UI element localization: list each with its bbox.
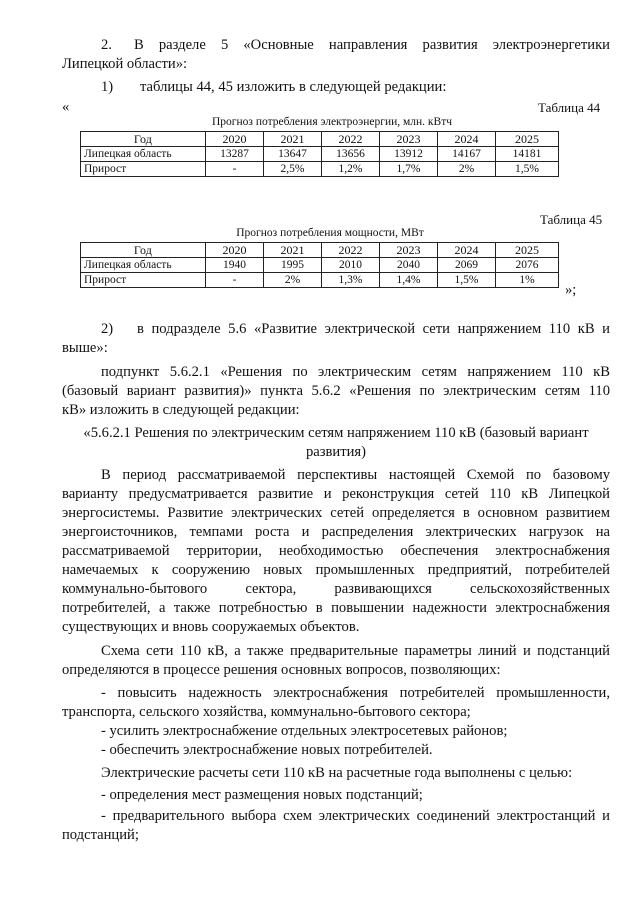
header-cell: 2023 xyxy=(380,132,438,147)
table-row xyxy=(81,258,559,273)
table-cell: 2% xyxy=(264,273,322,288)
item-text-line-2: Липецкой области»: xyxy=(62,56,188,72)
header-cell: 2021 xyxy=(264,132,322,147)
table-45-label: Таблица 45 xyxy=(540,212,603,227)
table-cell: 1995 xyxy=(264,258,322,273)
section-heading-line-2: развития) xyxy=(306,444,366,460)
table-row xyxy=(81,162,559,177)
paragraph-line: Схема сети 110 кВ, а также предварительные параметры линий и подстанций xyxy=(101,643,610,659)
header-cell: 2025 xyxy=(496,132,559,147)
table-cell: - xyxy=(206,162,264,177)
table-cell: 1,3% xyxy=(322,273,380,288)
subpoint-line-1: подпункт 5.6.2.1 «Решения по электрическим сетям напряжением 110 кВ xyxy=(101,364,610,380)
table-cell: 1,5% xyxy=(438,273,496,288)
table-cell: 13287 xyxy=(206,147,264,162)
paragraph-line: потребителей, а также потребностью в повышении надежности электроснабжения xyxy=(62,600,610,616)
subpoint-line-2: (базовый вариант развития)» пункта 5.6.2 «Решения по электрическим сетям 110 xyxy=(62,383,610,399)
section-heading-line-1: «5.6.2.1 Решения по электрическим сетям напряжением 110 кВ (базовый вариант xyxy=(83,425,589,441)
paragraph-line: намечаемых к сооружению новых промышленных предприятий, потребителей xyxy=(62,562,610,578)
bullet-line: - предварительного выбора схем электрических соединений электростанций и xyxy=(101,808,610,824)
row-label: Липецкая область xyxy=(81,147,206,162)
table-45-caption: Прогноз потребления мощности, МВт xyxy=(236,227,424,239)
header-cell: 2025 xyxy=(496,243,559,258)
table-cell: 13656 xyxy=(322,147,380,162)
row-label: Прирост xyxy=(81,273,206,288)
table-cell: 2040 xyxy=(380,258,438,273)
bullet-line: транспорта, сельского хозяйства, коммунально-бытового сектора; xyxy=(62,704,471,720)
header-cell: Год xyxy=(81,132,206,147)
row-label: Прирост xyxy=(81,162,206,177)
table-cell: 1,7% xyxy=(380,162,438,177)
header-cell: 2021 xyxy=(264,243,322,258)
subitem-2-line-1: в подразделе 5.6 «Развитие электрической сети напряжением 110 кВ и xyxy=(137,321,610,337)
paragraph-line: варианту предусматривается развитие и реконструкция сетей 110 кВ Липецкой xyxy=(62,486,610,502)
subitem-1-number: 1) xyxy=(101,79,114,95)
bullet-line: - повысить надежность электроснабжения потребителей промышленности, xyxy=(101,685,610,701)
table-cell: 1,2% xyxy=(322,162,380,177)
table-44 xyxy=(80,131,559,177)
table-cell: 2,5% xyxy=(264,162,322,177)
row-label: Липецкая область xyxy=(81,258,206,273)
header-cell: 2024 xyxy=(438,243,496,258)
paragraph-line: Электрические расчеты сети 110 кВ на расчетные года выполнены с целью: xyxy=(101,765,573,781)
header-cell: 2024 xyxy=(438,132,496,147)
bullet-line: - усилить электроснабжение отдельных электросетевых районов; xyxy=(101,723,508,739)
header-cell: 2020 xyxy=(206,243,264,258)
table-row xyxy=(81,147,559,162)
paragraph-line: энергосистемы. Развитие электрических сетей определяется в основном развитием xyxy=(62,505,610,521)
paragraph-line: В период рассматриваемой перспективы настоящей Схемой по базовому xyxy=(101,467,610,483)
header-cell: Год xyxy=(81,243,206,258)
table-cell: 1,5% xyxy=(496,162,559,177)
close-quote: »; xyxy=(565,282,577,298)
table-cell: 2069 xyxy=(438,258,496,273)
table-cell: 2010 xyxy=(322,258,380,273)
table-45-header-row xyxy=(81,243,559,258)
bullet-line: - обеспечить электроснабжение новых потребителей. xyxy=(101,742,433,758)
table-44-header-row xyxy=(81,132,559,147)
table-cell: 1940 xyxy=(206,258,264,273)
table-cell: 14167 xyxy=(438,147,496,162)
header-cell: 2020 xyxy=(206,132,264,147)
table-cell: 2076 xyxy=(496,258,559,273)
header-cell: 2023 xyxy=(380,243,438,258)
table-cell: 14181 xyxy=(496,147,559,162)
table-cell: 1,4% xyxy=(380,273,438,288)
bullet-line: подстанций; xyxy=(62,827,139,843)
table-cell: 13647 xyxy=(264,147,322,162)
paragraph-line: определяются в процессе решения основных вопросов, позволяющих: xyxy=(62,662,501,678)
item-text-line-1: В разделе 5 «Основные направления развития электроэнергетики xyxy=(134,37,610,53)
subpoint-line-3: кВ» изложить в следующей редакции: xyxy=(62,402,300,418)
paragraph-line: коммунально-бытового сектора, развивающихся сельскохозяйственных xyxy=(62,581,610,597)
subitem-2-number: 2) xyxy=(101,321,114,337)
bullet-line: - определения мест размещения новых подстанций; xyxy=(101,787,423,803)
header-cell: 2022 xyxy=(322,132,380,147)
subitem-1-text: таблицы 44, 45 изложить в следующей редакции: xyxy=(140,79,447,95)
table-cell: - xyxy=(206,273,264,288)
table-45 xyxy=(80,242,559,288)
table-cell: 2% xyxy=(438,162,496,177)
open-quote: « xyxy=(62,99,70,115)
header-cell: 2022 xyxy=(322,243,380,258)
subitem-2-line-2: выше»: xyxy=(62,340,108,356)
paragraph-line: энергоисточников, темпами роста и распределения электрических нагрузок на xyxy=(62,524,610,540)
paragraph-line: рассматриваемой территории, необходимостью обеспечения электроснабжения xyxy=(62,543,610,559)
table-cell: 1% xyxy=(496,273,559,288)
table-44-label: Таблица 44 xyxy=(538,100,601,115)
table-44-caption: Прогноз потребления электроэнергии, млн. кВтч xyxy=(211,116,453,128)
table-row xyxy=(81,273,559,288)
table-cell: 13912 xyxy=(380,147,438,162)
item-number: 2. xyxy=(101,37,112,53)
paragraph-line: существующих и вновь сооружаемых объектов. xyxy=(62,619,360,635)
